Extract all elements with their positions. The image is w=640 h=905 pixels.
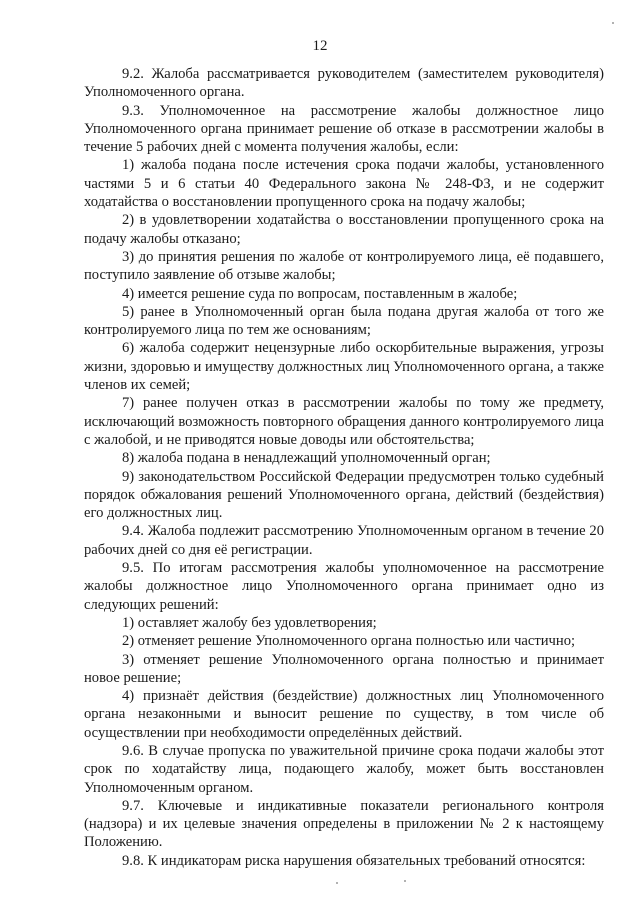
scan-speck: [336, 882, 338, 884]
list-item: 1) оставляет жалобу без удовлетворения;: [122, 614, 377, 631]
paragraph-9-4: 9.4. Жалоба подлежит рассмотрению Уполномоченным органом в течение 20 рабочих дней со дня её регистрации.: [84, 523, 604, 558]
scan-speck: [404, 880, 406, 882]
list-item: 4) имеется решение суда по вопросам, поставленным в жалобе;: [122, 285, 518, 302]
paragraph-9-8: 9.8. К индикаторам риска нарушения обязательных требований относятся:: [122, 852, 586, 869]
list-item: 8) жалоба подана в ненадлежащий уполномоченный орган;: [122, 450, 491, 467]
document-body: [84, 65, 604, 870]
list-item: 1) жалоба подана после истечения срока подачи жалобы, установленного частями 5 и 6 статьи 40 Федерального закона № 248-ФЗ, и не содержит ходатайства о восстановлении пропущенного срока на подачу жалобы;: [84, 157, 604, 211]
paragraph-9-6: 9.6. В случае пропуска по уважительной причине срока подачи жалобы этот срок по ходатайству лица, подающего жалобу, может быть восстановлен Уполномоченным органом.: [84, 742, 604, 796]
list-item: 6) жалоба содержит нецензурные либо оскорбительные выражения, угрозы жизни, здоровью и имуществу должностных лиц Уполномоченного органа, а также членов их семей;: [84, 340, 604, 394]
scan-speck: [612, 22, 614, 24]
paragraph-9-5: 9.5. По итогам рассмотрения жалобы уполномоченное на рассмотрение жалобы должностное лицо Уполномоченного органа принимает одно из следующих решений:: [84, 560, 604, 613]
paragraph-9-7: 9.7. Ключевые и индикативные показатели регионального контроля (надзора) и их целевые значения определены в приложении № 2 к настоящему Положению.: [84, 797, 604, 851]
list-item: 2) отменяет решение Уполномоченного органа полностью или частично;: [122, 633, 576, 650]
paragraph-9-2: 9.2. Жалоба рассматривается руководителем (заместителем руководителя) Уполномоченного органа.: [84, 66, 604, 101]
list-item: 5) ранее в Уполномоченный орган была подана другая жалоба от того же контролируемого лица по тем же основаниям;: [84, 303, 604, 339]
list-item: 3) отменяет решение Уполномоченного органа полностью и принимает новое решение;: [84, 651, 604, 686]
list-item: 2) в удовлетворении ходатайства о восстановлении пропущенного срока на подачу жалобы отказано;: [84, 212, 604, 247]
list-item: 3) до принятия решения по жалобе от контролируемого лица, её подавшего, поступило заявление об отзыве жалобы;: [84, 248, 604, 284]
list-item: 9) законодательством Российской Федерации предусмотрен только судебный порядок обжалования решений Уполномоченного органа, действий (бездействия) его должностных лиц.: [84, 468, 604, 522]
paragraph-9-3: 9.3. Уполномоченное на рассмотрение жалобы должностное лицо Уполномоченного органа принимает решение об отказе в рассмотрении жалобы в течение 5 рабочих дней с момента получения жалобы, если:: [84, 102, 604, 156]
page-number: 12: [312, 38, 328, 54]
list-item: 7) ранее получен отказ в рассмотрении жалобы по тому же предмету, исключающий возможность повторного обращения данного контролируемого лица с жалобой, и не приводятся новые доводы или обстоятельства;: [84, 395, 604, 448]
list-item: 4) признаёт действия (бездействие) должностных лиц Уполномоченного органа незаконными и выносит решение по существу, в том числе об осуществлении при необходимости определённых действий.: [84, 688, 604, 741]
